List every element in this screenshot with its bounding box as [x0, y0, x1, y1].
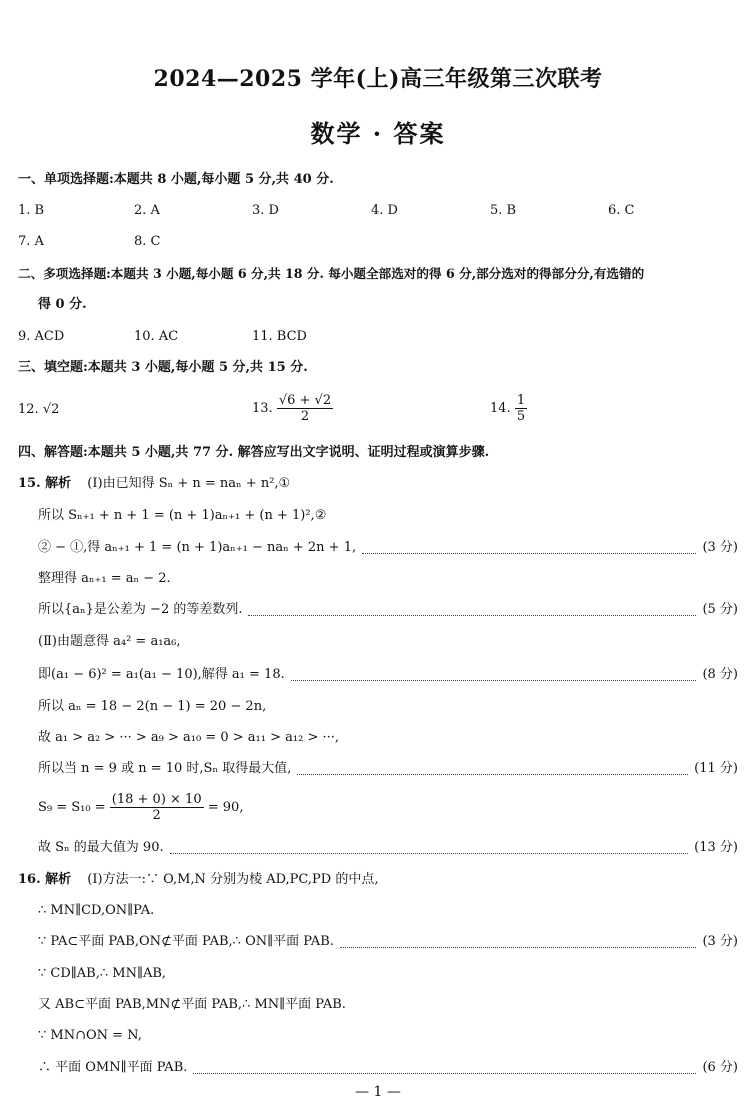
document-title: 2024—2025 学年(上)高三年级第三次联考	[153, 66, 603, 92]
q15-step: ② − ①,得 aₙ₊₁ + 1 = (n + 1)aₙ₊₁ − naₙ + 2n + 1,	[38, 540, 357, 555]
page-number: — 1 —	[355, 1084, 401, 1100]
answer-item: 1. B	[18, 203, 45, 218]
section3-heading: 三、填空题:本题共 3 小题,每小题 5 分,共 15 分.	[18, 360, 308, 375]
score-mark: (6 分)	[702, 1060, 738, 1075]
score-mark: (13 分)	[694, 840, 738, 855]
answer-13	[252, 393, 333, 424]
answer-item: 7. A	[18, 234, 44, 249]
q15-line-10	[38, 759, 738, 779]
q15-step: 即(a₁ − 6)² = a₁(a₁ − 10),解得 a₁ = 18.	[38, 667, 285, 682]
answer-item: 8. C	[134, 234, 161, 249]
section1-heading: 一、单项选择题:本题共 8 小题,每小题 5 分,共 40 分.	[18, 172, 334, 187]
section2-heading: 二、多项选择题:本题共 3 小题,每小题 6 分,共 18 分. 每小题全部选对的得 6 分,部分选对的得部分分,有选错的	[18, 266, 645, 281]
answer-item: 5. B	[490, 203, 517, 218]
answer-item: 11. BCD	[252, 329, 307, 344]
document-subtitle: 数学 · 答案	[310, 119, 446, 148]
q16-line-7	[38, 1058, 738, 1078]
answer-14-denominator: 5	[516, 409, 526, 424]
answer-13-numerator: √6 + √2	[278, 393, 332, 408]
q15-sum-fraction	[110, 792, 204, 823]
leader-dots	[248, 605, 696, 616]
q15-step: 所以当 n = 9 或 n = 10 时,Sₙ 取得最大值,	[38, 761, 292, 776]
answer-item: 2. A	[134, 203, 160, 218]
section2-heading-cont: 得 0 分.	[38, 297, 87, 312]
q15-sum-numerator: (18 + 0) × 10	[111, 792, 202, 807]
q15-line-2: 所以 Sₙ₊₁ + n + 1 = (n + 1)aₙ₊₁ + (n + 1)²,②	[38, 508, 327, 523]
score-mark: (11 分)	[694, 761, 738, 776]
answer-item: 6. C	[608, 203, 635, 218]
q16-line-2: ∴ MN∥CD,ON∥PA.	[38, 903, 155, 918]
score-mark: (8 分)	[702, 667, 738, 682]
q16-text: (Ⅰ)方法一:∵ O,M,N 分别为棱 AD,PC,PD 的中点,	[87, 872, 379, 887]
q15-label: 15. 解析	[18, 476, 72, 491]
answer-14-fraction	[515, 393, 527, 424]
q15-line-8: 所以 aₙ = 18 − 2(n − 1) = 20 − 2n,	[38, 699, 267, 714]
leader-dots	[340, 937, 697, 948]
answer-item: 4. D	[371, 203, 398, 218]
score-mark: (5 分)	[702, 602, 738, 617]
q15-sum-denominator: 2	[152, 808, 161, 823]
q15-line-7	[38, 665, 738, 685]
q15-text: (Ⅰ)由已知得 Sₙ + n = naₙ + n²,①	[87, 476, 291, 491]
answer-12-label: 12.	[18, 402, 39, 417]
q15-line-3	[38, 538, 738, 558]
leader-dots	[193, 1063, 696, 1074]
q15-step: 所以{aₙ}是公差为 −2 的等差数列.	[38, 602, 243, 617]
leader-dots	[291, 670, 697, 681]
q16-line-4: ∵ CD∥AB,∴ MN∥AB,	[38, 966, 167, 981]
answer-item: 10. AC	[134, 329, 179, 344]
q15-line-5	[38, 600, 738, 620]
answer-14-numerator: 1	[516, 393, 526, 408]
q16-line-6: ∵ MN∩ON = N,	[38, 1028, 142, 1043]
q16-step: ∵ PA⊂平面 PAB,ON⊄平面 PAB,∴ ON∥平面 PAB.	[38, 934, 334, 949]
q15-line-11	[38, 792, 738, 823]
leader-dots	[362, 543, 696, 554]
q16-label: 16. 解析	[18, 872, 72, 887]
q15-line-12	[38, 838, 738, 858]
q15-line-6: (Ⅱ)由题意得 a₄² = a₁a₆,	[38, 634, 181, 649]
q15-line-9: 故 a₁ > a₂ > ··· > a₉ > a₁₀ = 0 > a₁₁ > a₁₂ > ···,	[38, 730, 339, 745]
q16-step: ∴ 平面 OMN∥平面 PAB.	[38, 1060, 188, 1075]
answer-item: 3. D	[252, 203, 279, 218]
answer-14-label: 14.	[490, 401, 511, 416]
leader-dots	[170, 843, 689, 854]
q15-sum-left: S₉ = S₁₀ =	[38, 800, 106, 815]
score-mark: (3 分)	[702, 934, 738, 949]
answer-13-label: 13.	[252, 401, 273, 416]
answer-12	[18, 400, 59, 420]
answer-13-fraction	[277, 393, 333, 424]
q15-line-1	[18, 474, 738, 494]
q15-line-4: 整理得 aₙ₊₁ = aₙ − 2.	[38, 571, 171, 586]
section4-heading: 四、解答题:本题共 5 小题,共 77 分. 解答应写出文字说明、证明过程或演算步骤.	[18, 445, 490, 460]
q15-step: 故 Sₙ 的最大值为 90.	[38, 840, 164, 855]
leader-dots	[297, 764, 688, 775]
q16-line-1	[18, 870, 738, 890]
answer-13-denominator: 2	[300, 409, 310, 424]
answer-12-value: √2	[42, 402, 60, 417]
answer-14	[490, 393, 527, 424]
q15-sum-right: = 90,	[207, 800, 244, 815]
q16-line-3	[38, 932, 738, 952]
q16-line-5: 又 AB⊂平面 PAB,MN⊄平面 PAB,∴ MN∥平面 PAB.	[38, 997, 346, 1012]
score-mark: (3 分)	[702, 540, 738, 555]
answer-item: 9. ACD	[18, 329, 65, 344]
